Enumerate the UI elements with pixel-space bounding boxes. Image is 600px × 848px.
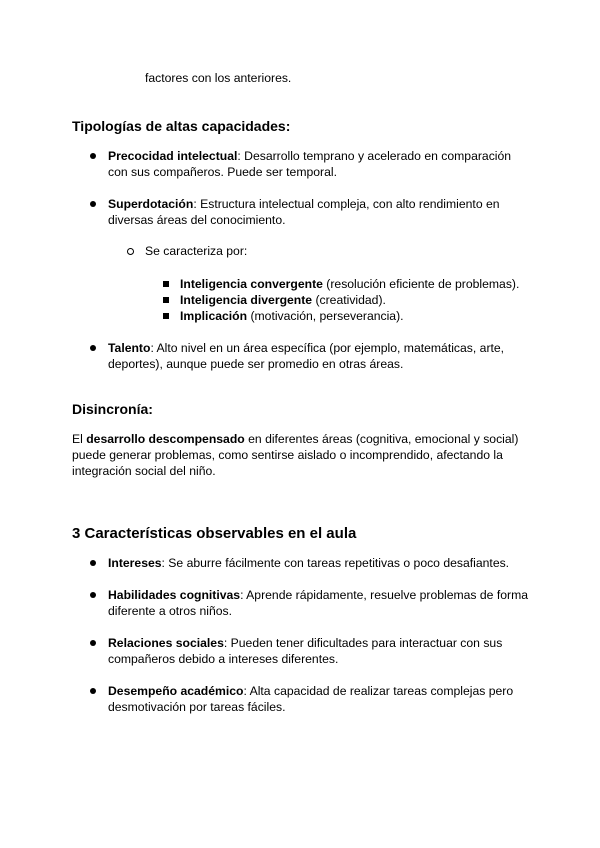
paragraph-text: El (72, 432, 87, 446)
list-item-term: Habilidades cognitivas (108, 588, 241, 602)
bullet-icon (90, 201, 96, 207)
caracteristicas-heading: 3 Características observables en el aula (72, 525, 357, 542)
list-item-term: Relaciones sociales (108, 636, 224, 650)
sub-list-intro: Se caracteriza por: (145, 244, 248, 258)
list-item (108, 587, 528, 603)
sub-list-item (180, 292, 386, 308)
disincronia-heading: Disincronía: (72, 401, 153, 417)
list-item-text: : Pueden tener dificultades para interactuar con sus (223, 636, 503, 650)
list-item-continuation: diferente a otros niños. (108, 604, 232, 618)
bullet-icon (90, 592, 96, 598)
list-item-continuation: compañeros debido a intereses diferentes. (108, 652, 339, 666)
bullet-icon (90, 640, 96, 646)
list-item-term: Superdotación (108, 197, 194, 211)
list-item-text: : Aprende rápidamente, resuelve problemas de forma (240, 588, 529, 602)
sub-list-item (180, 276, 519, 292)
intro-continuation: factores con los anteriores. (145, 71, 292, 85)
bullet-icon (90, 560, 96, 566)
list-item-continuation: desmotivación por tareas fáciles. (108, 700, 286, 714)
list-item-continuation: deportes), aunque puede ser promedio en otras áreas. (108, 357, 404, 371)
list-item (108, 340, 504, 356)
bullet-icon (90, 153, 96, 159)
list-item (108, 196, 500, 212)
sub-list-item-term: Inteligencia convergente (180, 277, 323, 291)
paragraph-text: en diferentes áreas (cognitiva, emocional y social) (244, 432, 519, 446)
sub-list-item-term: Implicación (180, 309, 248, 323)
hollow-bullet-icon (127, 248, 134, 255)
list-item (108, 683, 513, 699)
disincronia-paragraph-line: integración social del niño. (72, 464, 216, 478)
list-item-term: Precocidad intelectual (108, 149, 238, 163)
sub-list-item (180, 308, 404, 324)
paragraph-bold: desarrollo descompensado (86, 432, 245, 446)
sub-list-item-term: Inteligencia divergente (180, 293, 313, 307)
bullet-icon (90, 688, 96, 694)
list-item-term: Intereses (108, 556, 162, 570)
square-bullet-icon (163, 281, 169, 287)
list-item-continuation: con sus compañeros. Puede ser temporal. (108, 165, 337, 179)
list-item-text: : Alto nivel en un área específica (por ejemplo, matemáticas, arte, (150, 341, 505, 355)
sub-list-item-text: (motivación, perseverancia). (247, 309, 404, 323)
list-item-continuation: diversas áreas del conocimiento. (108, 213, 286, 227)
disincronia-paragraph-line: puede generar problemas, como sentirse aislado o incomprendido, afectando la (72, 448, 503, 462)
square-bullet-icon (163, 297, 169, 303)
list-item-text: : Desarrollo temprano y acelerado en comparación (237, 149, 512, 163)
bullet-icon (90, 345, 96, 351)
square-bullet-icon (163, 313, 169, 319)
list-item-term: Talento (108, 341, 151, 355)
list-item (108, 555, 509, 571)
sub-list-item-text: (creatividad). (312, 293, 386, 307)
sub-list-item-text: (resolución eficiente de problemas). (322, 277, 520, 291)
list-item-term: Desempeño académico (108, 684, 244, 698)
list-item (108, 635, 502, 651)
list-item-text: : Estructura intelectual compleja, con alto rendimiento en (193, 197, 500, 211)
disincronia-paragraph-line (72, 431, 518, 447)
list-item-text: : Se aburre fácilmente con tareas repetitivas o poco desafiantes. (161, 556, 510, 570)
list-item-text: : Alta capacidad de realizar tareas complejas pero (243, 684, 514, 698)
tipologias-heading: Tipologías de altas capacidades: (72, 118, 291, 134)
list-item (108, 148, 511, 164)
